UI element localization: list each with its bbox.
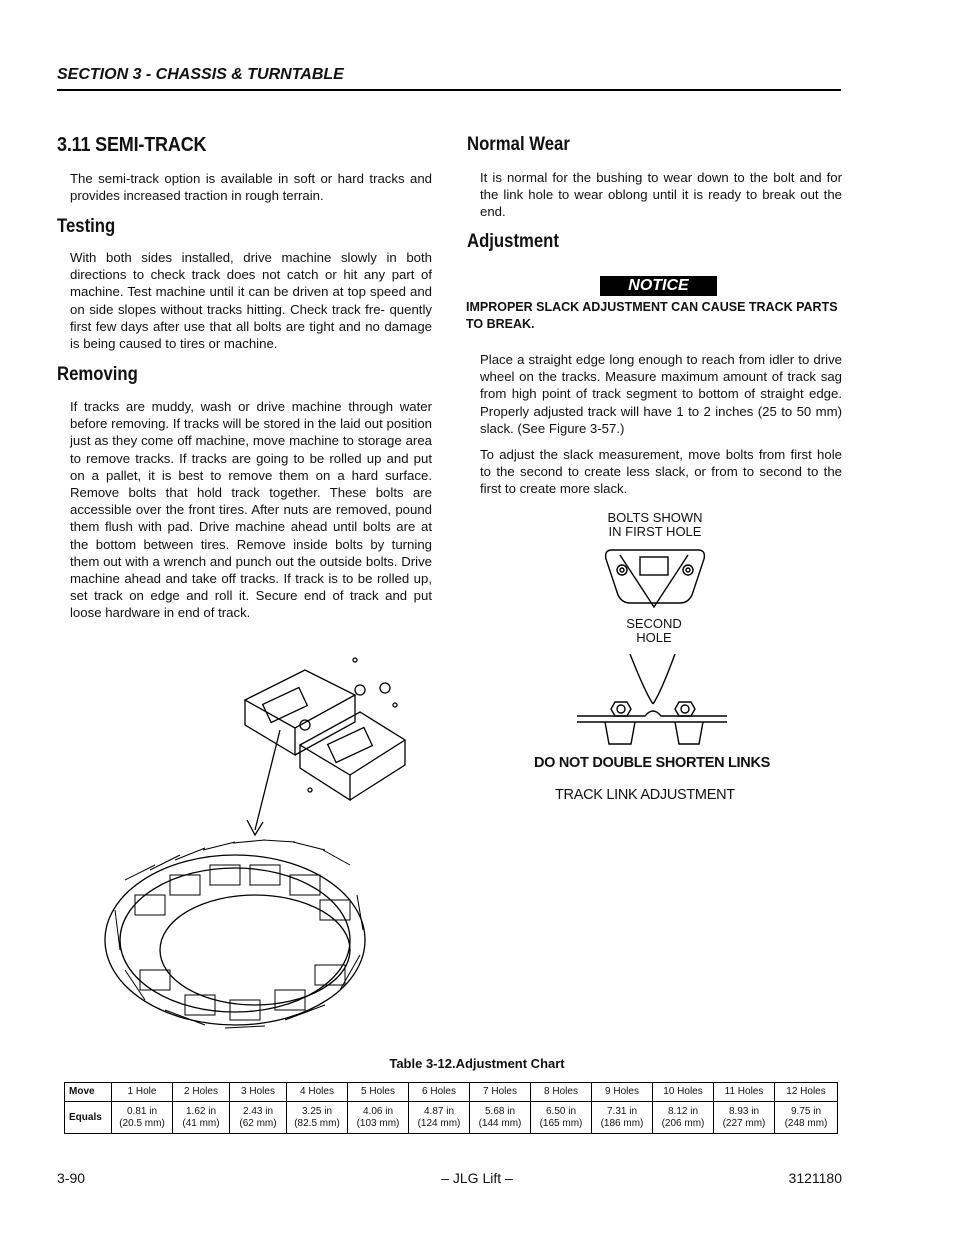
equals-cell: [714, 1102, 775, 1134]
table-row-equals: [65, 1102, 838, 1134]
equals-cell: [775, 1102, 838, 1134]
equals-cell: [287, 1102, 348, 1134]
section-title: 3.11 SEMI-TRACK: [57, 134, 207, 156]
move-cell: 7 Holes: [470, 1083, 531, 1102]
equals-mm: (206 mm): [661, 1117, 705, 1129]
header-rule: [57, 89, 841, 91]
equals-cell: [409, 1102, 470, 1134]
document-number: 3121180: [788, 1170, 842, 1186]
notice-badge: NOTICE: [600, 276, 717, 296]
adjustment-heading: Adjustment: [467, 231, 559, 252]
equals-mm: (62 mm): [239, 1117, 277, 1129]
equals-cell: [592, 1102, 653, 1134]
testing-paragraph: With both sides installed, drive machine slowly in both directions to check track does not catch or hit any part of machine. Test machine until it can be driven at top speed and on side slopes without tracks hitting. Check track fre- quently first few days after use that all bolts are tight and no damage is being caused to tires or machine.: [70, 250, 432, 352]
equals-cell: [173, 1102, 230, 1134]
intro-paragraph: The semi-track option is available in soft or hard tracks and provides increased traction in rough terrain.: [70, 171, 432, 204]
equals-inches: 5.68 in: [484, 1105, 516, 1117]
equals-mm: (144 mm): [478, 1117, 522, 1129]
testing-heading: Testing: [57, 216, 116, 237]
equals-inches: 4.06 in: [362, 1105, 394, 1117]
figure-label-second-line1: SECOND: [626, 616, 682, 631]
equals-mm: (103 mm): [356, 1117, 400, 1129]
equals-inches: 7.31 in: [606, 1105, 638, 1117]
equals-mm: (20.5 mm): [119, 1117, 165, 1129]
move-cell: 4 Holes: [287, 1083, 348, 1102]
equals-inches: 6.50 in: [545, 1105, 577, 1117]
figure-warning: DO NOT DOUBLE SHORTEN LINKS: [534, 755, 770, 771]
track-illustration: [95, 650, 435, 1040]
equals-mm: (248 mm): [784, 1117, 828, 1129]
row-header-equals: Equals: [65, 1102, 112, 1134]
equals-inches: 3.25 in: [301, 1105, 333, 1117]
figure-label-second-line2: HOLE: [636, 630, 672, 645]
equals-inches: 8.12 in: [667, 1105, 699, 1117]
move-cell: 8 Holes: [531, 1083, 592, 1102]
equals-mm: (41 mm): [182, 1117, 220, 1129]
page-number: 3-90: [57, 1170, 86, 1186]
equals-inches: 9.75 in: [790, 1105, 822, 1117]
link-second-hole-diagram: [575, 652, 735, 752]
equals-cell: [470, 1102, 531, 1134]
adjustment-chart-table: [64, 1082, 838, 1134]
equals-inches: 2.43 in: [242, 1105, 274, 1117]
move-cell: 11 Holes: [714, 1083, 775, 1102]
figure-caption: TRACK LINK ADJUSTMENT: [555, 787, 735, 803]
notice-text: IMPROPER SLACK ADJUSTMENT CAN CAUSE TRACK PARTS TO BREAK.: [466, 300, 838, 331]
adjustment-paragraph-1: Place a straight edge long enough to reach from idler to drive wheel on the tracks. Measure maximum amount of track sag from high point of track segment to bottom of straight edge. Properly adjusted track will have 1 to 2 inches (25 to 50 mm) slack. (See Figure 3-57.): [480, 352, 842, 436]
equals-cell: [112, 1102, 173, 1134]
equals-cell: [230, 1102, 287, 1134]
adjustment-paragraph-2: To adjust the slack measurement, move bolts from first hole to the second to create less slack, or from to second to the first to create more slack.: [480, 447, 842, 497]
move-cell: 3 Holes: [230, 1083, 287, 1102]
figure-label-first-line1: BOLTS SHOWN: [607, 510, 703, 525]
figure-label-first-hole: [590, 511, 720, 539]
equals-inches: 1.62 in: [185, 1105, 217, 1117]
removing-heading: Removing: [57, 364, 138, 385]
equals-inches: 8.93 in: [728, 1105, 760, 1117]
equals-mm: (124 mm): [417, 1117, 461, 1129]
equals-inches: 0.81 in: [126, 1105, 158, 1117]
removing-paragraph: If tracks are muddy, wash or drive machine through water before removing. If tracks will be stored in the laid out position just as they come off machine, move machine to storage area to remove tracks. If tracks are going to be rolled up and put on a pallet, it is best to remove them on a hard surface. Remove bolts that hold track together. These bolts are accessible over the front tires. After nuts are removed, pound them flush with pad. Drive machine ahead until bolts are at the bottom between tires. Remove inside bolts by turning them out with a wrench and punch out the outside bolts. Drive machine ahead and take off tracks. If track is to be rolled up, set track on edge and roll it. Secure end of track and put loose hardware in end of track.: [70, 399, 432, 621]
move-cell: 9 Holes: [592, 1083, 653, 1102]
figure-label-second-hole: [604, 617, 704, 645]
equals-mm: (82.5 mm): [294, 1117, 340, 1129]
move-cell: 1 Hole: [112, 1083, 173, 1102]
equals-mm: (227 mm): [722, 1117, 766, 1129]
move-cell: 12 Holes: [775, 1083, 838, 1102]
equals-cell: [531, 1102, 592, 1134]
move-cell: 5 Holes: [348, 1083, 409, 1102]
equals-inches: 4.87 in: [423, 1105, 455, 1117]
move-cell: 2 Holes: [173, 1083, 230, 1102]
row-header-move: Move: [65, 1083, 112, 1102]
section-header: SECTION 3 - CHASSIS & TURNTABLE: [57, 66, 344, 83]
link-first-hole-diagram: [600, 545, 710, 610]
equals-cell: [653, 1102, 714, 1134]
equals-cell: [348, 1102, 409, 1134]
move-cell: 10 Holes: [653, 1083, 714, 1102]
equals-mm: (186 mm): [600, 1117, 644, 1129]
equals-mm: (165 mm): [539, 1117, 583, 1129]
normal-wear-paragraph: It is normal for the bushing to wear down to the bolt and for the link hole to wear oblong until it is ready to break out the end.: [480, 170, 842, 220]
move-cell: 6 Holes: [409, 1083, 470, 1102]
table-row-move: [65, 1083, 838, 1102]
normal-wear-heading: Normal Wear: [467, 134, 570, 155]
footer-center: – JLG Lift –: [441, 1170, 513, 1186]
table-title: Table 3-12.Adjustment Chart: [389, 1056, 565, 1071]
figure-label-first-line2: IN FIRST HOLE: [608, 524, 702, 539]
